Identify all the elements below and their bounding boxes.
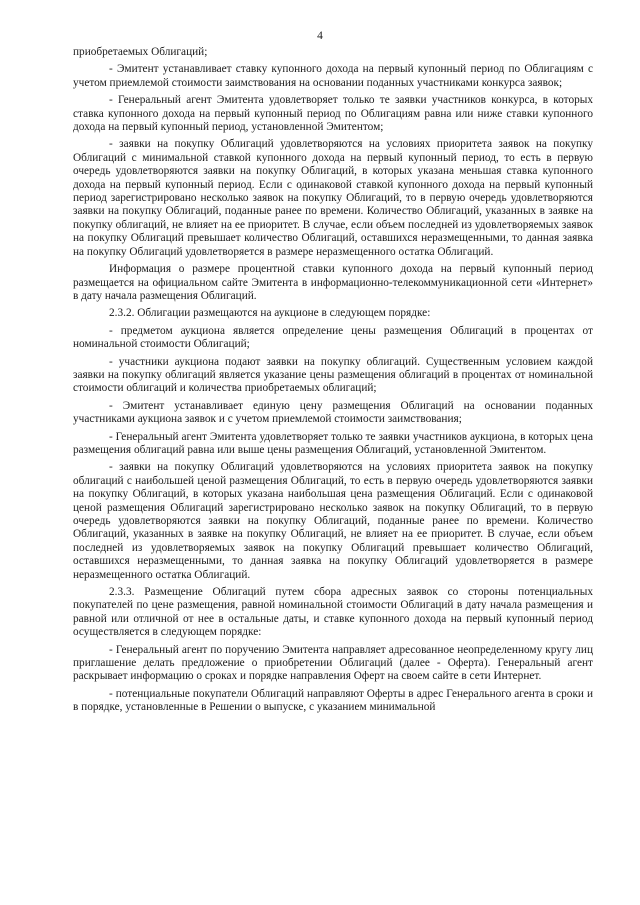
- paragraph-bid-priority-by-rate: - заявки на покупку Облигаций удовлетворяются на условиях приоритета заявок на покупку Облигаций с минимальной ставкой купонного дохода на первый купонный период, то есть в первую очередь удовлетворяются заявки на покупку Облигаций, в которых указана меньшая ставка купонного дохода на первый купонный период. Если с одинаковой ставкой купонного дохода на первый купонный период зарегистрировано несколько заявок на покупку Облигаций, то в первую очередь удовлетворяются заявки на покупку Облигаций, поданные ранее по времени. Количество Облигаций, указанных в заявке на покупку облигаций, не влияет на ее приоритет. В случае, если объем последней из удовлетворяемых заявок на покупку Облигаций превышает количество Облигаций, оставшихся неразмещенными, то данная заявка на покупку Облигаций удовлетворяется в размере неразмещенного остатка Облигаций.: [73, 138, 593, 258]
- paragraph-offer-invitation: - Генеральный агент по поручению Эмитента направляет адресованное неопределенному кругу лиц приглашение делать предложение о приобретении Облигаций (далее - Оферта). Генеральный агент раскрывает информацию о сроках и порядке направления Оферт на своем сайте в сети Интернет.: [73, 643, 593, 683]
- paragraph-section-2-3-3: 2.3.3. Размещение Облигаций путем сбора адресных заявок со стороны потенциальных покупателей по цене размещения, равной номинальной стоимости Облигаций в дату начала размещения и равной или отличной от нее в остальные даты, и ставке купонного дохода на первый купонный период осуществляется в следующем порядке:: [73, 586, 593, 639]
- paragraph-auction-bids: - участники аукциона подают заявки на покупку облигаций. Существенным условием каждой заявки на покупку облигаций является указание цены размещения облигаций в процентах от номинальной стоимости облигаций и количества приобретаемых облигаций;: [73, 355, 593, 395]
- paragraph-agent-satisfies-competition-bids: - Генеральный агент Эмитента удовлетворяет только те заявки участников конкурса, в которых ставка купонного дохода на первый купонный период по Облигациям равна или ниже ставки купонного дохода на первый купонный период, установленной Эмитентом;: [73, 94, 593, 134]
- paragraph-auction-subject: - предметом аукциона является определение цены размещения Облигаций в процентах от номинальной стоимости Облигаций;: [73, 324, 593, 351]
- paragraph-issuer-sets-coupon-rate: - Эмитент устанавливает ставку купонного дохода на первый купонный период по Облигациям с учетом приемлемой стоимости заимствования на основании поданных участниками конкурса заявок;: [73, 63, 593, 89]
- paragraph-buyers-send-offers: - потенциальные покупатели Облигаций направляют Оферты в адрес Генерального агента в сроки и в порядке, установленные в Решении о выпуске, с указанием минимальной: [73, 687, 593, 714]
- paragraph-section-2-3-2: 2.3.2. Облигации размещаются на аукционе в следующем порядке:: [109, 307, 431, 320]
- page-number: 4: [317, 30, 323, 42]
- paragraph-agent-satisfies-auction-bids: - Генеральный агент Эмитента удовлетворяет только те заявки участников аукциона, в которых цена размещения облигаций равна или выше цены размещения Облигаций, установленной Эмитентом.: [73, 430, 593, 456]
- paragraph-rate-publication: Информация о размере процентной ставки купонного дохода на первый купонный период размещается на официальном сайте Эмитента в информационно-телекоммуникационной сети «Интернет» в дату начала размещения Облигаций.: [73, 263, 593, 302]
- paragraph-issuer-sets-price: - Эмитент устанавливает единую цену размещения Облигаций на основании поданных участниками аукциона заявок и с учетом приемлемой стоимости заимствования;: [73, 399, 593, 426]
- paragraph-bid-priority-by-price: - заявки на покупку Облигаций удовлетворяются на условиях приоритета заявок на покупку облигаций с наибольшей ценой размещения Облигаций, то есть в первую очередь удовлетворяются заявки на покупку Облигаций, в которых указана наибольшая цена размещения Облигаций. Если с одинаковой ценой размещения Облигаций зарегистрировано несколько заявок на покупку Облигаций, то в первую очередь удовлетворяются заявки на покупку Облигаций, поданные ранее по времени. Количество Облигаций, указанных в заявке на покупку Облигаций, не влияет на ее приоритет. В случае, если объем последней из удовлетворяемых заявок на покупку Облигаций превышает количество Облигаций, оставшихся неразмещенными, то данная заявка на покупку Облигаций удовлетворяется в размере неразмещенного остатка Облигаций.: [73, 461, 593, 581]
- paragraph-continuation: приобретаемых Облигаций;: [73, 46, 208, 58]
- document-body: [73, 46, 593, 715]
